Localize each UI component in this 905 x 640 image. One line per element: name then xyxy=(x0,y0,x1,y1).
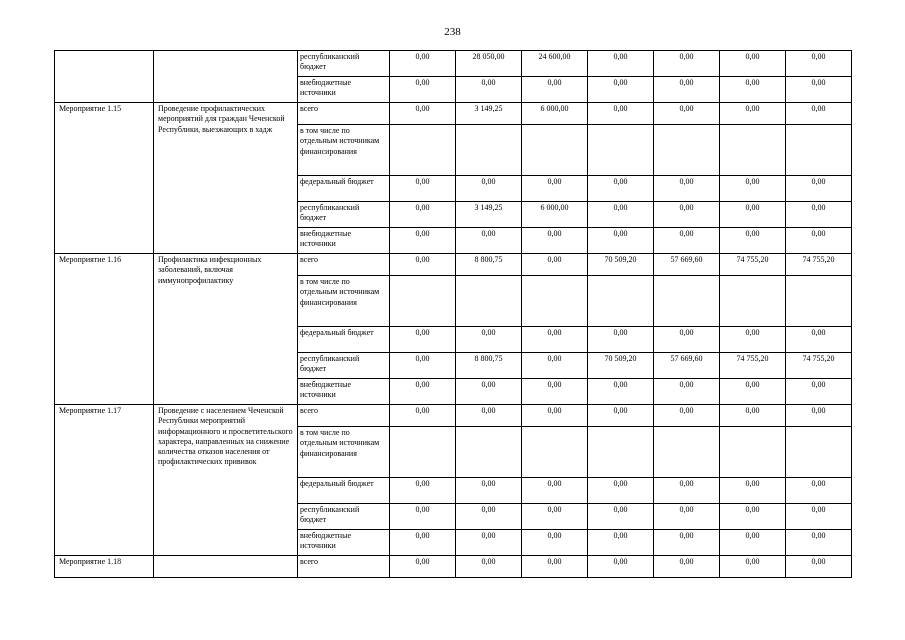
value-cell: 0,00 xyxy=(456,77,522,103)
value-cell: 0,00 xyxy=(720,379,786,405)
value-cell xyxy=(522,276,588,327)
table-row xyxy=(55,103,852,125)
description-cell: Проведение с населением Чеченской Республики мероприятий информационного и просветительского характера, направленных на снижение количества отказов населения от профилактических прививок xyxy=(154,405,298,556)
value-cell: 0,00 xyxy=(786,228,852,254)
value-cell: 0,00 xyxy=(654,556,720,578)
description-cell: Проведение профилактических мероприятий для граждан Чеченской Республики, выезжающих в хадж xyxy=(154,103,298,254)
value-cell: 28 050,00 xyxy=(456,51,522,77)
value-cell: 0,00 xyxy=(522,478,588,504)
value-cell: 0,00 xyxy=(456,556,522,578)
value-cell: 0,00 xyxy=(654,77,720,103)
value-cell xyxy=(786,427,852,478)
value-cell: 0,00 xyxy=(390,379,456,405)
value-cell: 0,00 xyxy=(786,176,852,202)
value-cell xyxy=(588,125,654,176)
funding-source-cell: республиканский бюджет xyxy=(298,51,390,77)
value-cell: 57 669,60 xyxy=(654,254,720,276)
value-cell: 0,00 xyxy=(588,327,654,353)
value-cell: 0,00 xyxy=(588,556,654,578)
value-cell xyxy=(456,427,522,478)
value-cell: 0,00 xyxy=(720,77,786,103)
funding-source-cell: республиканский бюджет xyxy=(298,202,390,228)
value-cell: 0,00 xyxy=(390,405,456,427)
funding-source-cell: в том числе по отдельным источникам финансирования xyxy=(298,427,390,478)
funding-source-cell: внебюджетные источники xyxy=(298,228,390,254)
table-row xyxy=(55,556,852,578)
value-cell: 8 800,75 xyxy=(456,254,522,276)
table-row xyxy=(55,405,852,427)
value-cell: 0,00 xyxy=(654,202,720,228)
measure-cell xyxy=(55,51,154,103)
value-cell: 0,00 xyxy=(786,77,852,103)
value-cell xyxy=(654,276,720,327)
measure-cell: Мероприятие 1.18 xyxy=(55,556,154,578)
value-cell: 74 755,20 xyxy=(720,353,786,379)
value-cell: 0,00 xyxy=(654,405,720,427)
value-cell: 0,00 xyxy=(522,379,588,405)
value-cell: 0,00 xyxy=(456,176,522,202)
funding-source-cell: внебюджетные источники xyxy=(298,530,390,556)
funding-source-cell: всего xyxy=(298,405,390,427)
value-cell xyxy=(522,125,588,176)
value-cell: 0,00 xyxy=(654,530,720,556)
value-cell: 0,00 xyxy=(456,504,522,530)
value-cell: 0,00 xyxy=(720,51,786,77)
value-cell: 0,00 xyxy=(390,103,456,125)
value-cell xyxy=(390,276,456,327)
funding-source-cell: в том числе по отдельным источникам финансирования xyxy=(298,276,390,327)
value-cell: 0,00 xyxy=(390,504,456,530)
value-cell: 0,00 xyxy=(588,202,654,228)
value-cell: 0,00 xyxy=(390,202,456,228)
value-cell: 0,00 xyxy=(390,327,456,353)
value-cell xyxy=(522,427,588,478)
table-body xyxy=(55,51,852,578)
funding-source-cell: республиканский бюджет xyxy=(298,353,390,379)
value-cell: 0,00 xyxy=(654,176,720,202)
value-cell: 0,00 xyxy=(588,103,654,125)
value-cell: 0,00 xyxy=(522,405,588,427)
funding-source-cell: всего xyxy=(298,556,390,578)
value-cell: 0,00 xyxy=(654,478,720,504)
measure-cell: Мероприятие 1.17 xyxy=(55,405,154,556)
financing-table xyxy=(54,50,852,578)
value-cell: 0,00 xyxy=(390,556,456,578)
value-cell xyxy=(720,276,786,327)
value-cell: 0,00 xyxy=(786,504,852,530)
funding-source-cell: внебюджетные источники xyxy=(298,77,390,103)
value-cell: 0,00 xyxy=(588,176,654,202)
value-cell: 3 149,25 xyxy=(456,103,522,125)
value-cell: 0,00 xyxy=(588,504,654,530)
value-cell: 0,00 xyxy=(522,77,588,103)
value-cell xyxy=(654,427,720,478)
value-cell: 0,00 xyxy=(720,327,786,353)
value-cell: 70 509,20 xyxy=(588,353,654,379)
description-cell: Профилактика инфекционных заболеваний, включая иммунопрофилактику xyxy=(154,254,298,405)
value-cell xyxy=(654,125,720,176)
value-cell: 0,00 xyxy=(456,379,522,405)
value-cell: 0,00 xyxy=(522,353,588,379)
value-cell xyxy=(456,276,522,327)
value-cell xyxy=(786,276,852,327)
funding-source-cell: внебюджетные источники xyxy=(298,379,390,405)
value-cell: 0,00 xyxy=(522,254,588,276)
value-cell: 0,00 xyxy=(390,176,456,202)
value-cell: 0,00 xyxy=(786,379,852,405)
value-cell: 0,00 xyxy=(522,176,588,202)
value-cell: 0,00 xyxy=(720,478,786,504)
value-cell xyxy=(390,125,456,176)
value-cell: 0,00 xyxy=(654,379,720,405)
funding-source-cell: в том числе по отдельным источникам финансирования xyxy=(298,125,390,176)
value-cell xyxy=(588,427,654,478)
value-cell: 74 755,20 xyxy=(786,254,852,276)
value-cell xyxy=(588,276,654,327)
value-cell: 0,00 xyxy=(522,556,588,578)
value-cell: 0,00 xyxy=(588,228,654,254)
value-cell: 0,00 xyxy=(588,77,654,103)
value-cell: 0,00 xyxy=(720,405,786,427)
funding-source-cell: федеральный бюджет xyxy=(298,176,390,202)
value-cell: 0,00 xyxy=(720,228,786,254)
value-cell: 0,00 xyxy=(786,405,852,427)
value-cell: 0,00 xyxy=(720,103,786,125)
value-cell: 0,00 xyxy=(588,51,654,77)
value-cell: 3 149,25 xyxy=(456,202,522,228)
value-cell: 0,00 xyxy=(720,176,786,202)
value-cell: 0,00 xyxy=(390,77,456,103)
value-cell: 0,00 xyxy=(654,103,720,125)
value-cell: 0,00 xyxy=(720,504,786,530)
value-cell: 0,00 xyxy=(456,530,522,556)
value-cell: 0,00 xyxy=(786,556,852,578)
value-cell: 0,00 xyxy=(390,530,456,556)
value-cell: 74 755,20 xyxy=(720,254,786,276)
value-cell: 0,00 xyxy=(720,202,786,228)
value-cell: 0,00 xyxy=(522,530,588,556)
value-cell: 0,00 xyxy=(390,228,456,254)
value-cell: 0,00 xyxy=(786,478,852,504)
value-cell: 0,00 xyxy=(786,530,852,556)
value-cell: 8 800,75 xyxy=(456,353,522,379)
value-cell xyxy=(390,427,456,478)
value-cell: 0,00 xyxy=(456,405,522,427)
value-cell: 0,00 xyxy=(456,228,522,254)
value-cell: 0,00 xyxy=(654,228,720,254)
value-cell: 0,00 xyxy=(390,254,456,276)
value-cell: 0,00 xyxy=(390,51,456,77)
value-cell: 0,00 xyxy=(456,478,522,504)
value-cell xyxy=(720,125,786,176)
funding-source-cell: федеральный бюджет xyxy=(298,478,390,504)
funding-source-cell: республиканский бюджет xyxy=(298,504,390,530)
value-cell: 0,00 xyxy=(654,504,720,530)
value-cell: 70 509,20 xyxy=(588,254,654,276)
value-cell: 0,00 xyxy=(786,51,852,77)
value-cell: 0,00 xyxy=(456,327,522,353)
value-cell: 0,00 xyxy=(720,556,786,578)
value-cell: 0,00 xyxy=(588,379,654,405)
value-cell: 24 600,00 xyxy=(522,51,588,77)
value-cell: 0,00 xyxy=(786,103,852,125)
value-cell: 0,00 xyxy=(390,353,456,379)
value-cell xyxy=(786,125,852,176)
page-number: 238 xyxy=(444,26,461,38)
funding-source-cell: всего xyxy=(298,254,390,276)
table-row xyxy=(55,254,852,276)
measure-cell: Мероприятие 1.16 xyxy=(55,254,154,405)
value-cell: 0,00 xyxy=(522,228,588,254)
value-cell xyxy=(720,427,786,478)
value-cell: 0,00 xyxy=(522,504,588,530)
value-cell: 74 755,20 xyxy=(786,353,852,379)
value-cell: 0,00 xyxy=(588,530,654,556)
value-cell: 0,00 xyxy=(522,327,588,353)
value-cell: 6 000,00 xyxy=(522,202,588,228)
value-cell: 0,00 xyxy=(588,478,654,504)
measure-cell: Мероприятие 1.15 xyxy=(55,103,154,254)
value-cell: 0,00 xyxy=(654,51,720,77)
value-cell: 0,00 xyxy=(786,202,852,228)
funding-source-cell: федеральный бюджет xyxy=(298,327,390,353)
value-cell: 57 669,60 xyxy=(654,353,720,379)
value-cell: 0,00 xyxy=(720,530,786,556)
description-cell xyxy=(154,556,298,578)
value-cell: 6 000,00 xyxy=(522,103,588,125)
funding-source-cell: всего xyxy=(298,103,390,125)
value-cell: 0,00 xyxy=(654,327,720,353)
value-cell xyxy=(456,125,522,176)
value-cell: 0,00 xyxy=(786,327,852,353)
description-cell xyxy=(154,51,298,103)
value-cell: 0,00 xyxy=(390,478,456,504)
table-row xyxy=(55,51,852,77)
value-cell: 0,00 xyxy=(588,405,654,427)
